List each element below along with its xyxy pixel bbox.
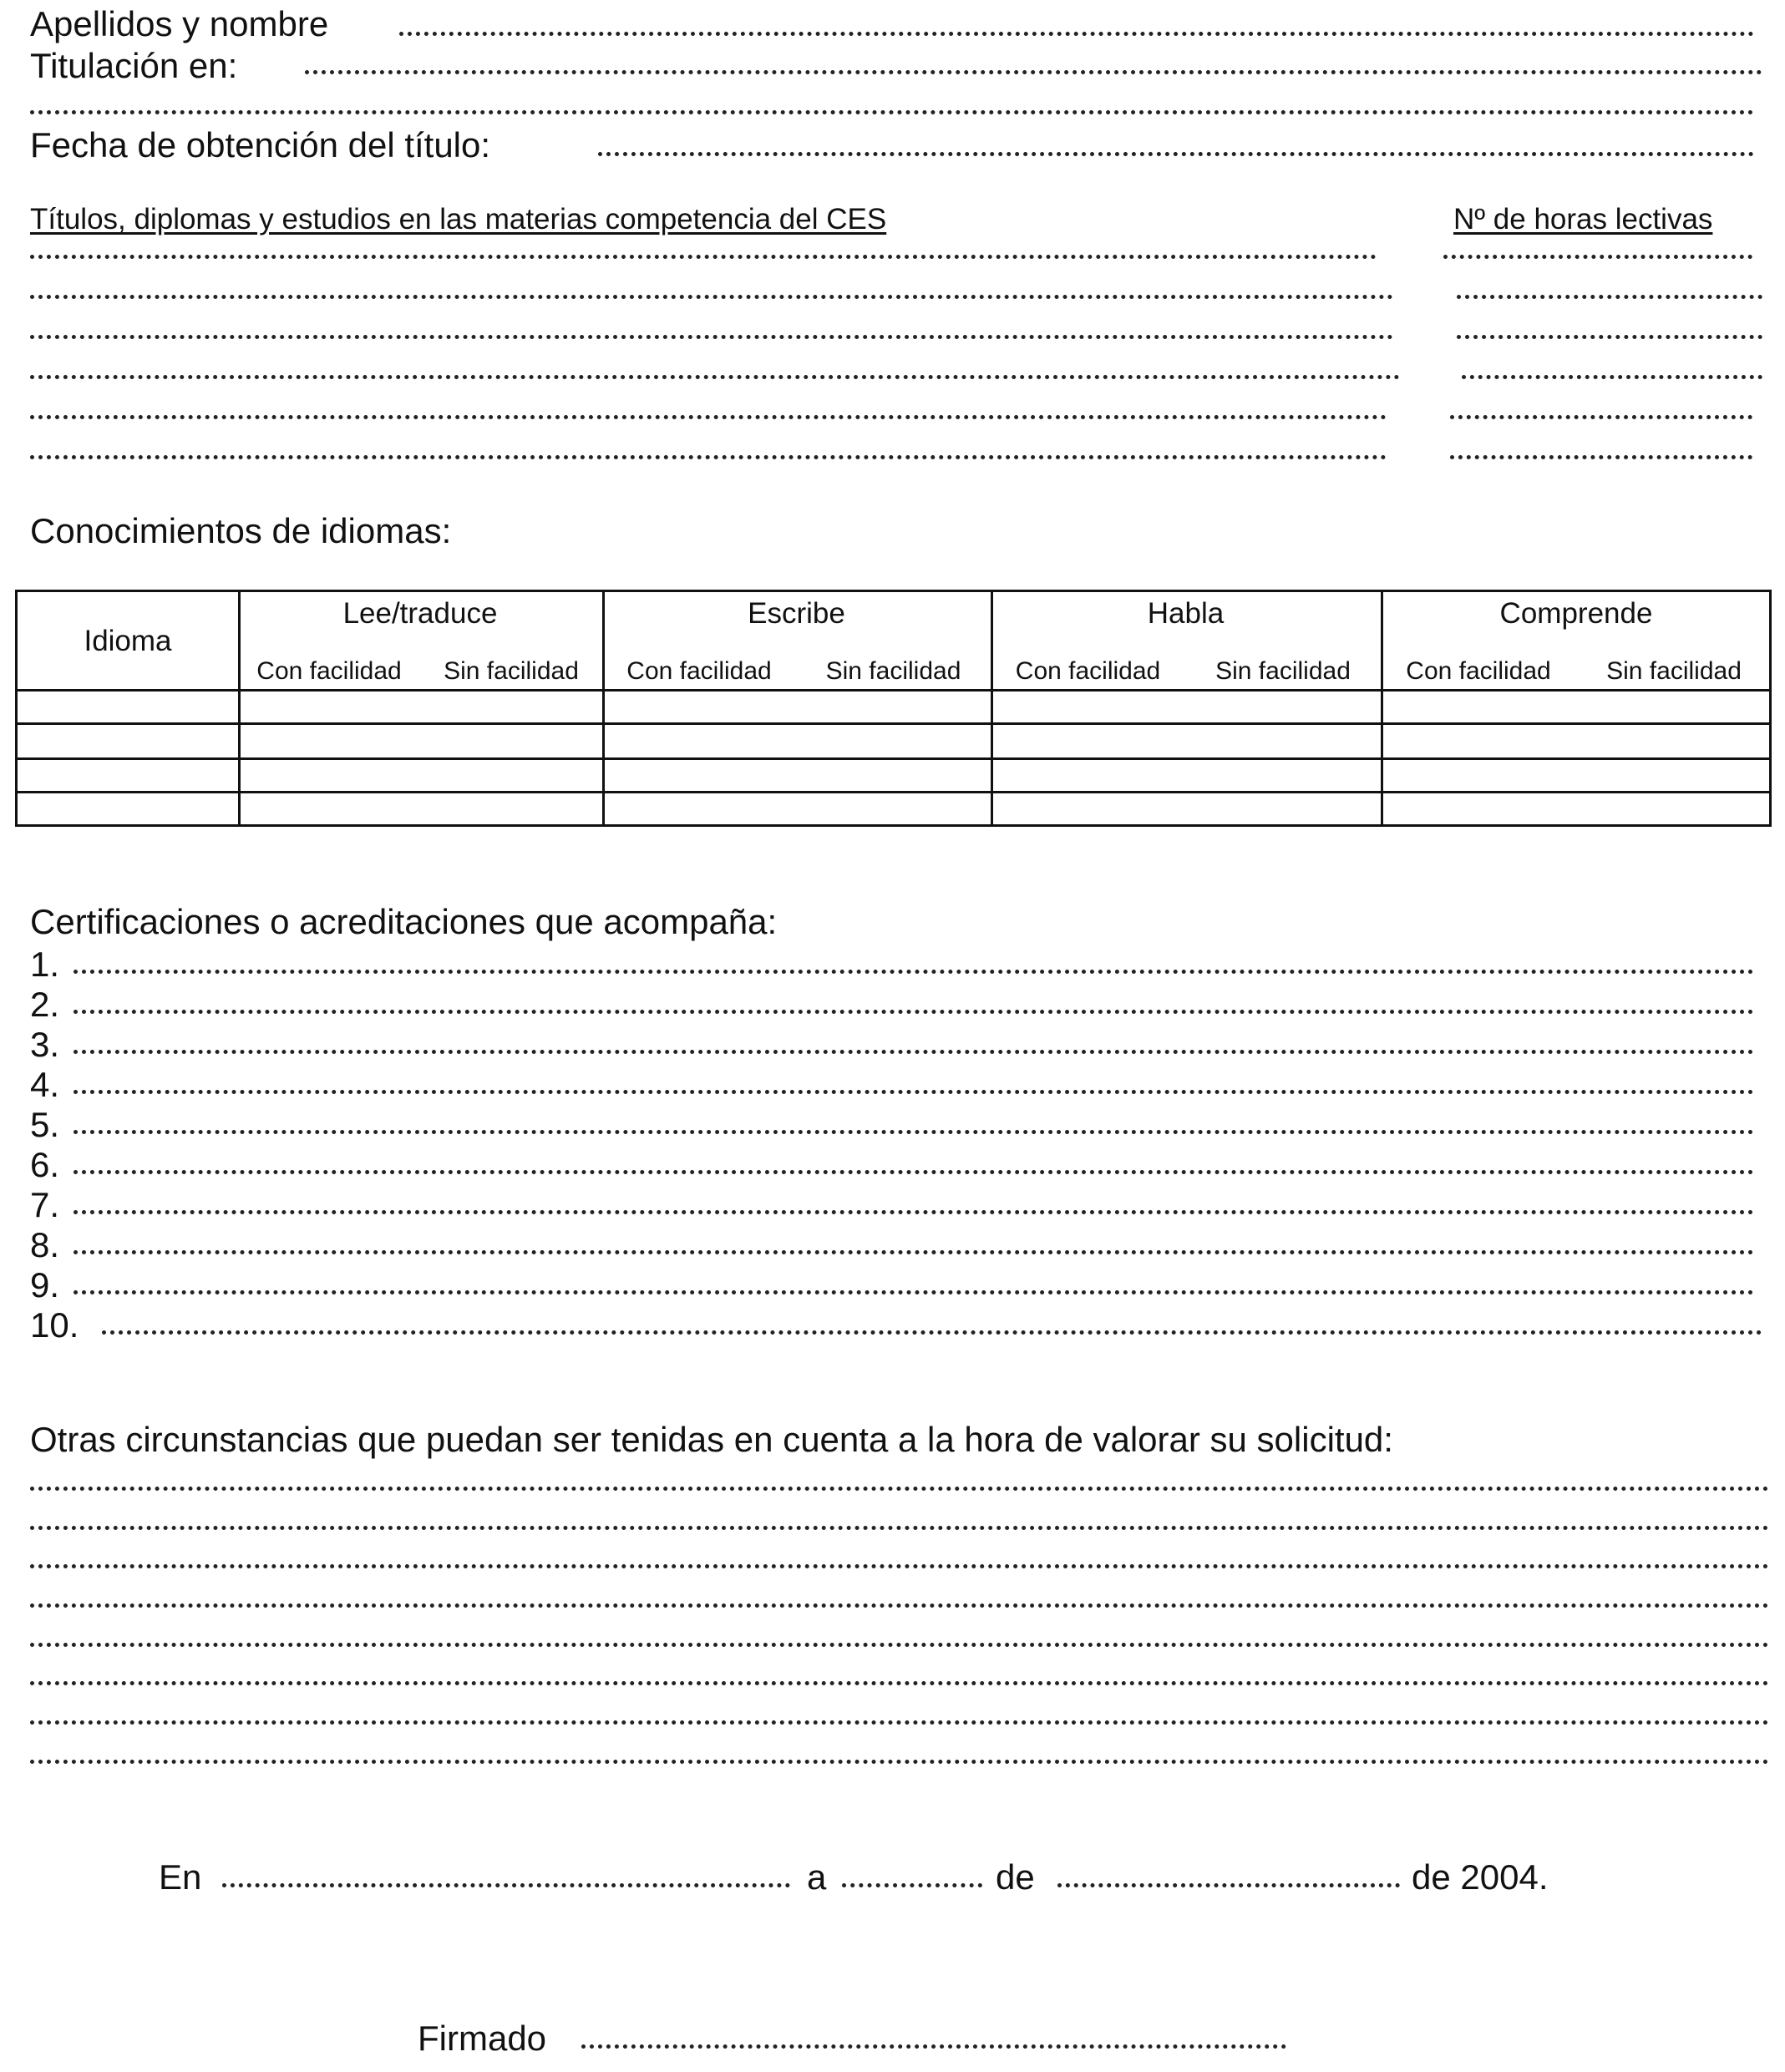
other-line[interactable] xyxy=(30,1564,1769,1568)
speak-hard: Sin facilidad xyxy=(1215,657,1351,685)
studies-title: Títulos, diplomas y estudios en las materias competencia del CES xyxy=(30,203,887,236)
study-line[interactable] xyxy=(30,335,1393,339)
col-skill-speak: Habla xyxy=(1147,597,1225,630)
hours-line[interactable] xyxy=(1462,375,1762,379)
cert-number: 9. xyxy=(30,1265,60,1304)
cert-number: 10. xyxy=(30,1305,79,1345)
hours-line[interactable] xyxy=(1450,415,1752,419)
languages-table xyxy=(15,590,1772,827)
study-line[interactable] xyxy=(30,415,1387,419)
other-line[interactable] xyxy=(30,1643,1769,1647)
col-skill-write: Escribe xyxy=(748,597,845,630)
languages-title: Conocimientos de idiomas: xyxy=(30,511,452,550)
cert-number: 3. xyxy=(30,1025,60,1064)
understand-hard: Sin facilidad xyxy=(1606,657,1742,685)
col-skill-understand: Comprende xyxy=(1499,597,1653,630)
hours-line[interactable] xyxy=(1443,255,1752,259)
cert-number: 4. xyxy=(30,1065,60,1104)
understand-easy: Con facilidad xyxy=(1406,657,1551,685)
cert-line[interactable] xyxy=(74,1210,1754,1214)
cert-number: 5. xyxy=(30,1105,60,1144)
col-skill-read: Lee/traduce xyxy=(342,597,498,630)
year-text: de 2004. xyxy=(1412,1857,1549,1897)
write-hard: Sin facilidad xyxy=(825,657,961,685)
col-language-header: Idioma xyxy=(84,625,172,657)
cert-line[interactable] xyxy=(74,1130,1754,1134)
cert-line[interactable] xyxy=(74,1050,1754,1054)
write-easy: Con facilidad xyxy=(626,657,772,685)
hours-line[interactable] xyxy=(1457,335,1762,339)
cert-line[interactable] xyxy=(74,1290,1754,1294)
hours-title: Nº de horas lectivas xyxy=(1453,203,1713,236)
cert-number: 6. xyxy=(30,1145,60,1184)
cert-number: 8. xyxy=(30,1225,60,1264)
other-line[interactable] xyxy=(30,1487,1769,1491)
other-line[interactable] xyxy=(30,1681,1769,1685)
month-field[interactable] xyxy=(1057,1883,1400,1887)
signed-label: Firmado xyxy=(418,2019,547,2058)
speak-easy: Con facilidad xyxy=(1015,657,1161,685)
degree-label: Titulación en: xyxy=(30,46,238,85)
cert-line[interactable] xyxy=(74,970,1754,974)
degree-field[interactable] xyxy=(305,70,1762,74)
other-line[interactable] xyxy=(30,1760,1769,1764)
date-field[interactable] xyxy=(598,152,1754,156)
cert-line[interactable] xyxy=(74,1250,1754,1254)
cert-line[interactable] xyxy=(74,1170,1754,1174)
degree-field-line-2[interactable] xyxy=(30,110,1754,114)
name-label: Apellidos y nombre xyxy=(30,4,329,43)
study-line[interactable] xyxy=(30,375,1400,379)
other-line[interactable] xyxy=(30,1526,1769,1530)
other-line[interactable] xyxy=(30,1603,1769,1608)
day-prefix: a xyxy=(807,1857,827,1897)
read-hard: Sin facilidad xyxy=(444,657,579,685)
signature-field[interactable] xyxy=(581,2044,1286,2049)
day-field[interactable] xyxy=(842,1883,982,1887)
read-easy: Con facilidad xyxy=(256,657,402,685)
name-field[interactable] xyxy=(399,32,1754,36)
place-prefix: En xyxy=(159,1857,202,1897)
cert-number: 1. xyxy=(30,945,60,984)
study-line[interactable] xyxy=(30,255,1377,259)
cert-line[interactable] xyxy=(74,1010,1754,1014)
cert-number: 2. xyxy=(30,985,60,1024)
cert-line[interactable] xyxy=(74,1090,1754,1094)
date-label: Fecha de obtención del título: xyxy=(30,125,491,165)
certifications-title: Certificaciones o acreditaciones que acompaña: xyxy=(30,902,778,941)
hours-line[interactable] xyxy=(1450,455,1752,459)
study-line[interactable] xyxy=(30,295,1393,299)
other-title: Otras circunstancias que puedan ser tenidas en cuenta a la hora de valorar su solicitud: xyxy=(30,1420,1393,1459)
month-prefix: de xyxy=(996,1857,1035,1897)
study-line[interactable] xyxy=(30,455,1387,459)
place-field[interactable] xyxy=(222,1883,790,1887)
cert-line[interactable] xyxy=(102,1330,1762,1335)
hours-line[interactable] xyxy=(1457,295,1762,299)
cert-number: 7. xyxy=(30,1185,60,1224)
other-line[interactable] xyxy=(30,1720,1769,1725)
